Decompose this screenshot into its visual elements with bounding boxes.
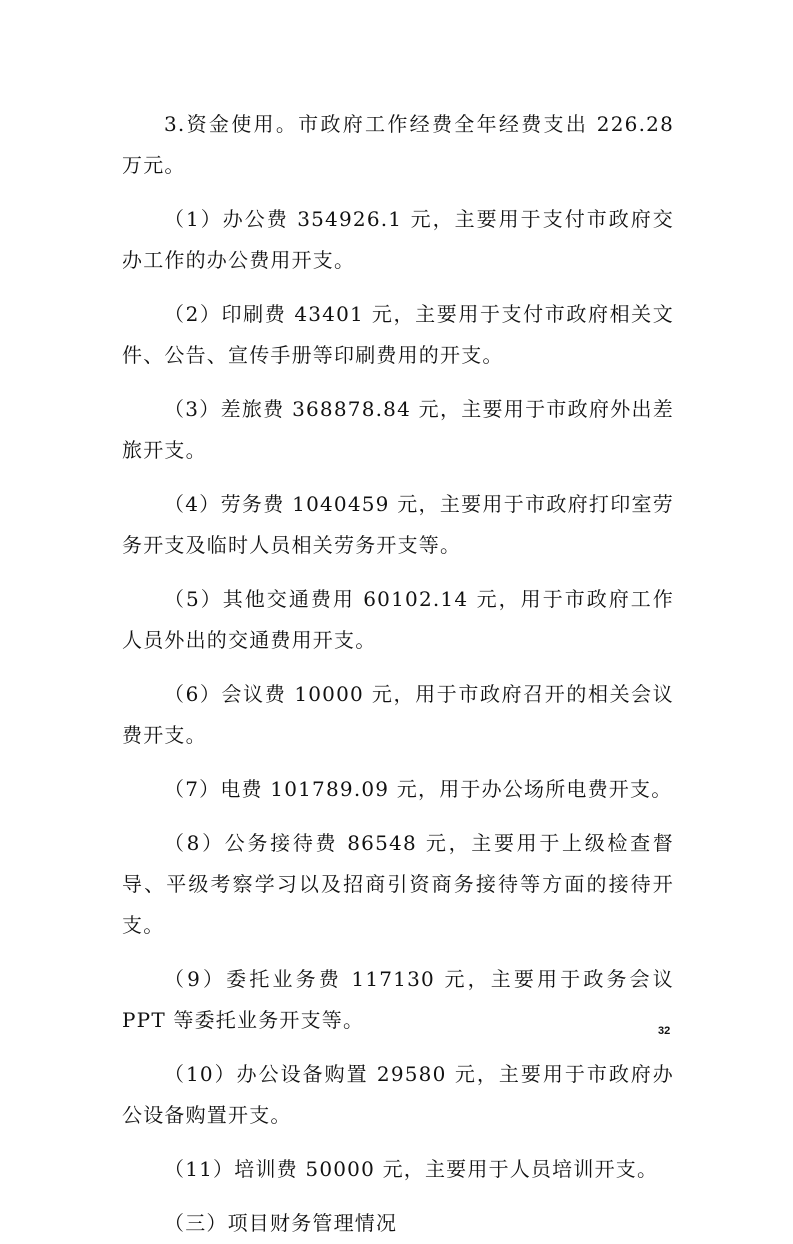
paragraph-electricity-expense: （7）电费 101789.09 元，用于办公场所电费开支。 <box>164 777 673 801</box>
paragraph-meeting-expense: （6）会议费 10000 元，用于市政府召开的相关会议费开支。 <box>122 682 674 747</box>
paragraph-fund-usage: 3.资金使用。市政府工作经费全年经费支出 226.28 万元。 <box>122 112 674 177</box>
paragraph-office-expense: （1）办公费 354926.1 元，主要用于支付市政府交办工作的办公费用开支。 <box>122 207 674 272</box>
paragraph-printing-expense: （2）印刷费 43401 元，主要用于支付市政府相关文件、公告、宣传手册等印刷费用的开支。 <box>122 302 674 367</box>
paragraph-training-expense: （11）培训费 50000 元，主要用于人员培训开支。 <box>164 1157 659 1181</box>
paragraph-transport-expense: （5）其他交通费用 60102.14 元，用于市政府工作人员外出的交通费用开支。 <box>122 587 674 652</box>
paragraph-equipment-expense: （10）办公设备购置 29580 元，主要用于市政府办公设备购置开支。 <box>122 1062 674 1127</box>
page-number: 32 <box>658 1025 671 1037</box>
paragraph-commission-expense: （9）委托业务费 117130 元，主要用于政务会议 PPT 等委托业务开支等。 <box>122 967 674 1032</box>
paragraph-travel-expense: （3）差旅费 368878.84 元，主要用于市政府外出差旅开支。 <box>122 397 674 462</box>
section-heading: （三）项目财务管理情况 <box>164 1211 398 1235</box>
paragraph-labor-expense: （4）劳务费 1040459 元，主要用于市政府打印室劳务开支及临时人员相关劳务开支等。 <box>122 492 674 557</box>
document-body <box>122 104 674 1244</box>
paragraph-reception-expense: （8）公务接待费 86548 元，主要用于上级检查督导、平级考察学习以及招商引资商务接待等方面的接待开支。 <box>122 831 674 937</box>
